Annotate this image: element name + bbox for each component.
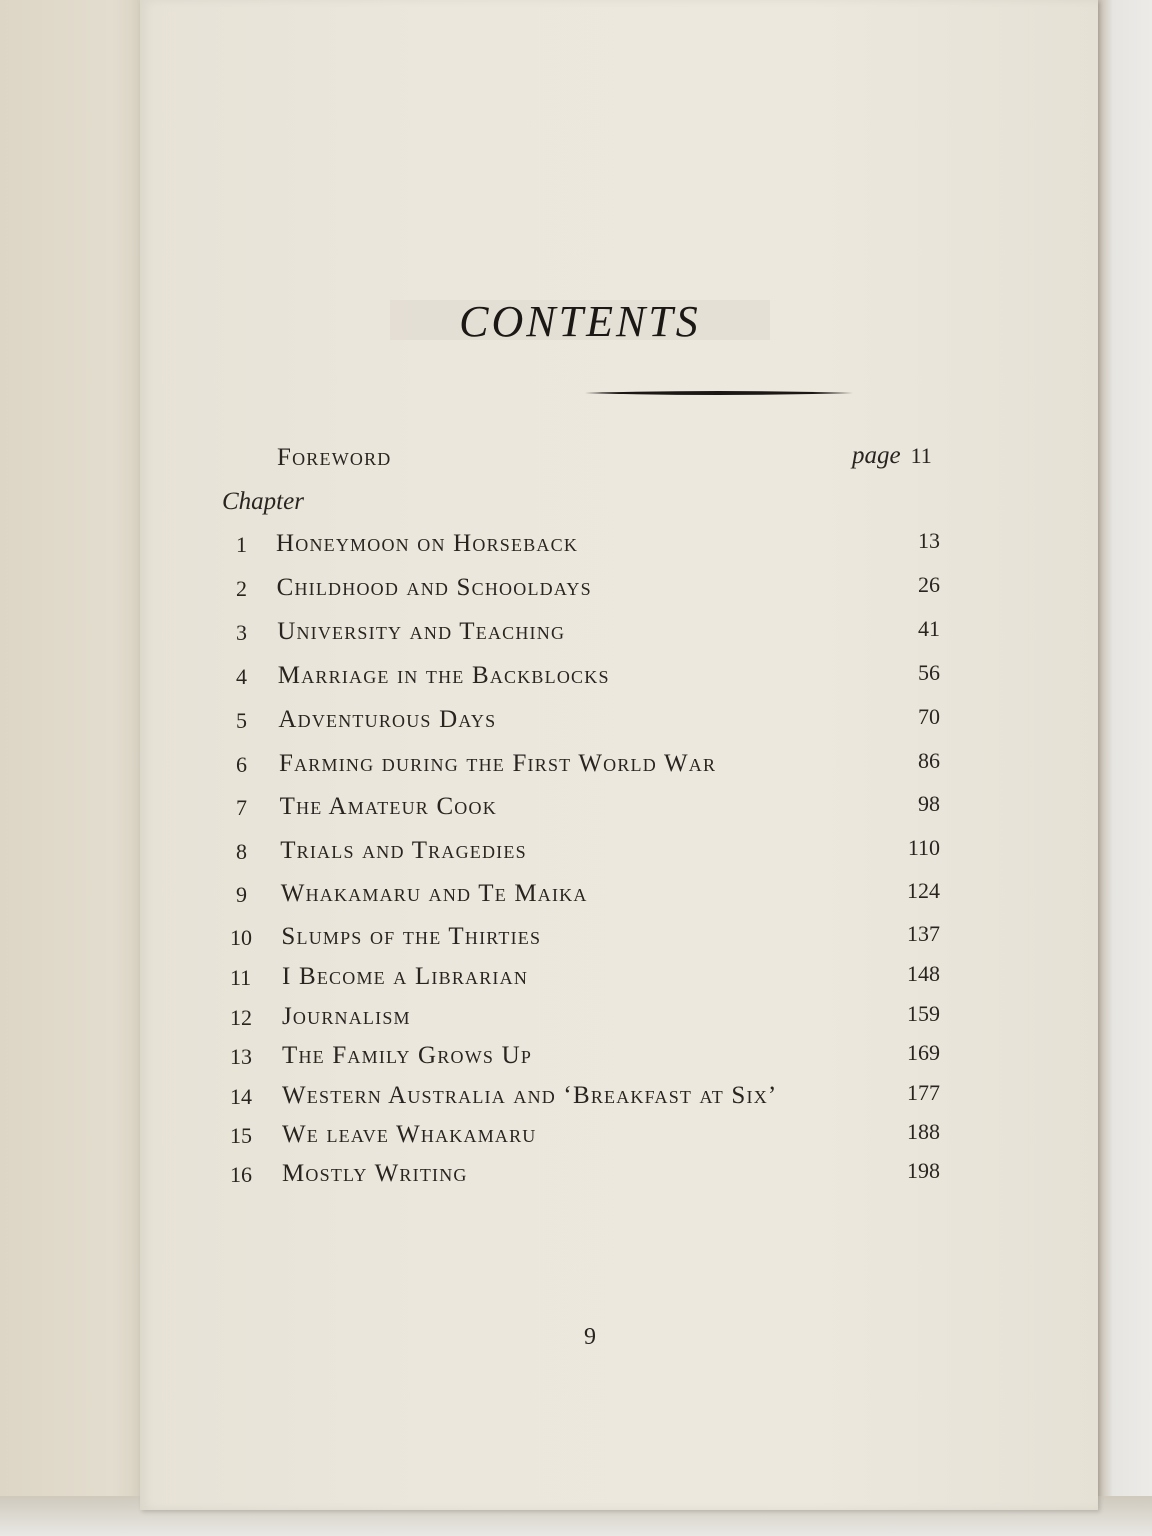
chapter-title: Farming during the First World War — [279, 750, 717, 777]
chapter-number: 10 — [230, 925, 252, 950]
chapter-title: We leave Whakamaru — [282, 1121, 537, 1148]
chapter-title: Mostly Writing — [282, 1160, 468, 1187]
foreword-page — [852, 442, 932, 470]
chapter-title: Adventurous Days — [278, 706, 497, 733]
chapter-number: 12 — [230, 1005, 252, 1030]
chapter-page: 198 — [907, 1158, 940, 1183]
chapter-page: 188 — [907, 1119, 940, 1144]
foreword-title: Foreword — [277, 444, 392, 471]
chapter-number: 1 — [236, 532, 247, 557]
chapter-page: 148 — [907, 961, 940, 986]
chapter-title: University and Teaching — [277, 618, 566, 645]
chapter-number: 4 — [236, 664, 247, 689]
chapter-number: 13 — [230, 1044, 252, 1069]
chapter-page: 159 — [907, 1001, 940, 1026]
chapter-title: Trials and Tragedies — [280, 837, 527, 864]
chapter-number: 15 — [230, 1123, 252, 1148]
chapter-title: Honeymoon on Horseback — [276, 530, 579, 557]
chapter-page: 41 — [918, 616, 940, 641]
chapter-number: 7 — [236, 795, 247, 820]
page-label: page — [852, 442, 901, 469]
chapter-page: 86 — [918, 748, 940, 773]
chapter-page: 169 — [907, 1040, 940, 1065]
chapter-title: Childhood and Schooldays — [276, 574, 592, 601]
chapter-number: 14 — [230, 1084, 252, 1109]
chapter-label: Chapter — [222, 488, 304, 515]
ornamental-rule — [585, 390, 853, 396]
background-right — [1092, 0, 1152, 1536]
chapter-title: Journalism — [282, 1003, 411, 1030]
chapter-number: 11 — [230, 965, 252, 990]
chapter-page: 98 — [918, 791, 940, 816]
chapter-page: 137 — [907, 921, 940, 946]
left-page-edge — [0, 0, 161, 1536]
chapter-title: Slumps of the Thirties — [281, 923, 542, 950]
chapter-page: 70 — [918, 704, 940, 729]
chapter-number: 5 — [236, 708, 247, 733]
chapter-page: 124 — [907, 878, 940, 903]
contents-page — [140, 0, 1098, 1510]
chapter-title: I Become a Librarian — [282, 963, 529, 990]
chapter-title: Marriage in the Backblocks — [277, 662, 610, 689]
chapter-title: The Amateur Cook — [279, 793, 497, 820]
chapter-title: Western Australia and ‘Breakfast at Six’ — [282, 1082, 778, 1109]
chapter-number: 16 — [230, 1162, 252, 1187]
chapter-number: 8 — [236, 839, 247, 864]
chapter-number: 3 — [236, 620, 247, 645]
chapter-number: 2 — [236, 576, 247, 601]
foreword-page-number: 11 — [910, 443, 932, 468]
chapter-title: The Family Grows Up — [282, 1042, 533, 1069]
chapter-page: 110 — [907, 835, 940, 860]
chapter-page: 13 — [918, 528, 940, 553]
chapter-number: 9 — [236, 882, 247, 907]
contents-heading: CONTENTS — [459, 297, 701, 346]
chapter-page: 56 — [918, 660, 940, 685]
chapter-title: Whakamaru and Te Maika — [280, 880, 588, 907]
chapter-page: 26 — [918, 572, 940, 597]
chapter-number: 6 — [236, 752, 247, 777]
chapter-page: 177 — [907, 1080, 940, 1105]
page-number: 9 — [584, 1324, 596, 1350]
